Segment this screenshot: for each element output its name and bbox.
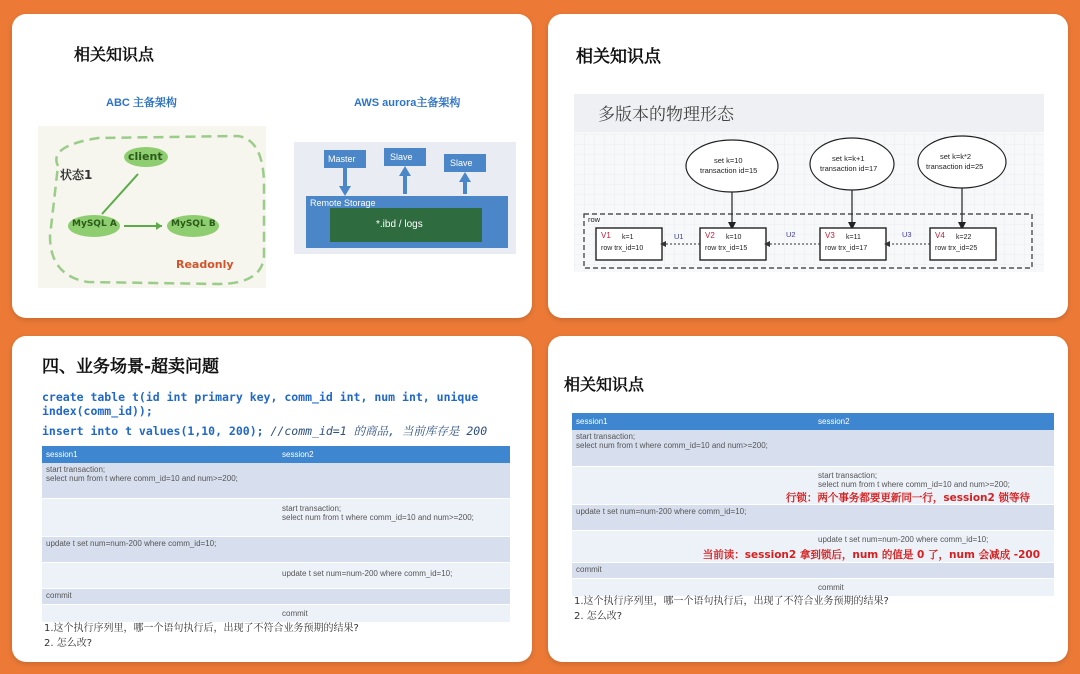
v3-k: k=11 bbox=[846, 234, 861, 241]
trx3-line2: transaction id=25 bbox=[926, 162, 984, 171]
current-read-note: 当前读：session2 拿到锁后，num 的值是 0 了，num 会减成 -200 bbox=[702, 548, 1040, 561]
cell bbox=[572, 562, 814, 578]
cell bbox=[814, 430, 1054, 466]
cell bbox=[278, 536, 510, 562]
v2-label: V2 bbox=[705, 231, 715, 240]
v2-trx: row trx_id=15 bbox=[705, 245, 748, 252]
question-1: 1.这个执行序列里，哪一个语句执行后，出现了不符合业务预期的结果? bbox=[574, 596, 889, 607]
cell bbox=[42, 604, 278, 622]
cell-text: select num from t where comm_id=10 and num>=200; bbox=[46, 474, 238, 483]
cell bbox=[278, 588, 510, 604]
undo-u1: U1 bbox=[674, 232, 684, 241]
cell bbox=[42, 463, 278, 498]
sketch-mysql-a-label: MySQL A bbox=[72, 219, 117, 229]
table-row bbox=[572, 504, 1054, 530]
code-line-3 bbox=[42, 424, 487, 439]
question-2: 2. 怎么改? bbox=[574, 611, 623, 622]
row-lock-note: 行锁：两个事务都要更新同一行，session2 锁等待 bbox=[785, 491, 1030, 504]
v4-label: V4 bbox=[935, 231, 945, 240]
table-row bbox=[572, 578, 1054, 596]
abc-sketch-diagram bbox=[38, 126, 266, 288]
cell-text: start transaction; bbox=[576, 432, 636, 441]
table-row bbox=[42, 536, 510, 562]
session-table bbox=[42, 446, 510, 623]
table-row bbox=[572, 466, 1054, 504]
table-row bbox=[42, 588, 510, 604]
trx3-line1: set k=k*2 bbox=[940, 152, 972, 161]
sketch-client-label: client bbox=[128, 150, 163, 163]
cell bbox=[814, 578, 1054, 596]
cell bbox=[42, 498, 278, 536]
undo-u2: U2 bbox=[786, 230, 796, 239]
cell-block bbox=[818, 471, 1010, 489]
session-table bbox=[572, 413, 1054, 597]
mvcc-diagram bbox=[574, 94, 1044, 272]
header-session2: session2 bbox=[278, 446, 510, 463]
v1-trx: row trx_id=10 bbox=[601, 245, 644, 252]
slave1-label: Slave bbox=[390, 152, 413, 162]
card-title: 相关知识点 bbox=[576, 47, 661, 67]
sketch-state-label: 状态1 bbox=[60, 168, 93, 182]
card-title: 相关知识点 bbox=[74, 45, 155, 64]
aws-aurora-diagram bbox=[294, 142, 516, 254]
cell-text: update t set num=num-200 where comm_id=10; bbox=[282, 568, 453, 578]
diagram-title: 多版本的物理形态 bbox=[598, 105, 734, 125]
v3-trx: row trx_id=17 bbox=[825, 245, 868, 252]
cell bbox=[42, 588, 278, 604]
v1-k: k=1 bbox=[622, 234, 634, 241]
cell bbox=[572, 430, 814, 466]
cell-block bbox=[818, 535, 988, 544]
code-insert: insert into t values(1,10, 200); bbox=[42, 424, 264, 438]
header-session2: session2 bbox=[814, 413, 1054, 430]
question-1: 1.这个执行序列里，哪一个语句执行后，出现了不符合业务预期的结果? bbox=[44, 623, 359, 634]
undo-u3: U3 bbox=[902, 230, 912, 239]
row-label: row bbox=[588, 215, 601, 224]
cell-text: commit bbox=[46, 590, 72, 600]
table-row bbox=[572, 530, 1054, 562]
v3-label: V3 bbox=[825, 231, 835, 240]
sketch-mysql-b-label: MySQL B bbox=[171, 219, 216, 229]
v4-k: k=22 bbox=[956, 234, 972, 241]
card-mvcc-diagram bbox=[548, 14, 1068, 318]
slave2-label: Slave bbox=[450, 158, 473, 168]
card-title: 四、业务场景-超卖问题 bbox=[42, 357, 220, 377]
cell bbox=[814, 562, 1054, 578]
trx1-line2: transaction id=15 bbox=[700, 166, 758, 175]
cell-text: select num from t where comm_id=10 and num>=200; bbox=[818, 479, 1010, 489]
code-line-2: index(comm_id)); bbox=[42, 404, 153, 418]
cell bbox=[278, 604, 510, 622]
code-line-1: create table t(id int primary key, comm_id int, num int, unique bbox=[42, 390, 479, 404]
card-abc-architecture bbox=[12, 14, 532, 318]
cell bbox=[572, 578, 814, 596]
table-row bbox=[572, 430, 1054, 466]
cell-text: commit bbox=[282, 608, 308, 618]
cell bbox=[572, 466, 1054, 504]
cell bbox=[572, 530, 1054, 562]
trx2-line1: set k=k+1 bbox=[832, 154, 865, 163]
cell bbox=[278, 463, 510, 498]
cell bbox=[814, 504, 1054, 530]
cell bbox=[42, 536, 278, 562]
remote-storage-label: Remote Storage bbox=[310, 198, 376, 208]
cell-text: start transaction; bbox=[818, 470, 878, 480]
cell bbox=[278, 562, 510, 588]
cell bbox=[42, 562, 278, 588]
question-2: 2. 怎么改? bbox=[44, 638, 93, 649]
table-header-row bbox=[572, 413, 1054, 430]
table-header-row bbox=[42, 446, 510, 463]
table-row bbox=[572, 562, 1054, 578]
cell-text: commit bbox=[818, 582, 844, 592]
abc-caption: ABC 主备架构 bbox=[106, 97, 177, 109]
table-row bbox=[42, 498, 510, 536]
cell-text: select num from t where comm_id=10 and num>=200; bbox=[576, 441, 768, 450]
v4-trx: row trx_id=25 bbox=[935, 245, 978, 252]
cell-text: update t set num=num-200 where comm_id=10; bbox=[576, 506, 747, 516]
header-session1: session1 bbox=[42, 446, 278, 463]
table-row bbox=[42, 463, 510, 498]
code-comment: //comm_id=1 的商品, 当前库存是 200 bbox=[270, 424, 488, 438]
cell-text: select num from t where comm_id=10 and num>=200; bbox=[282, 512, 474, 522]
cell bbox=[278, 498, 510, 536]
aws-arrows-svg bbox=[294, 142, 516, 254]
trx2-line2: transaction id=17 bbox=[820, 164, 878, 173]
v1-label: V1 bbox=[601, 231, 611, 240]
cell bbox=[572, 504, 814, 530]
trx1-line1: set k=10 bbox=[714, 156, 743, 165]
cell-text: update t set num=num-200 where comm_id=10; bbox=[818, 534, 989, 544]
card-title: 相关知识点 bbox=[564, 375, 645, 394]
header-session1: session1 bbox=[572, 413, 814, 430]
aws-caption: AWS aurora主备架构 bbox=[354, 97, 461, 109]
ibd-logs-label: *.ibd / logs bbox=[376, 219, 423, 230]
table-row bbox=[42, 562, 510, 588]
cell-text: update t set num=num-200 where comm_id=10; bbox=[46, 538, 217, 548]
card-oversell-scenario bbox=[12, 336, 532, 662]
cell-text: commit bbox=[576, 564, 602, 574]
v2-k: k=10 bbox=[726, 234, 742, 241]
card-lock-explanation bbox=[548, 336, 1068, 662]
table-row bbox=[42, 604, 510, 622]
sketch-readonly-label: Readonly bbox=[176, 258, 234, 271]
cell-text: start transaction; bbox=[282, 503, 342, 513]
master-label: Master bbox=[328, 154, 356, 164]
cell-text: start transaction; bbox=[46, 465, 106, 474]
